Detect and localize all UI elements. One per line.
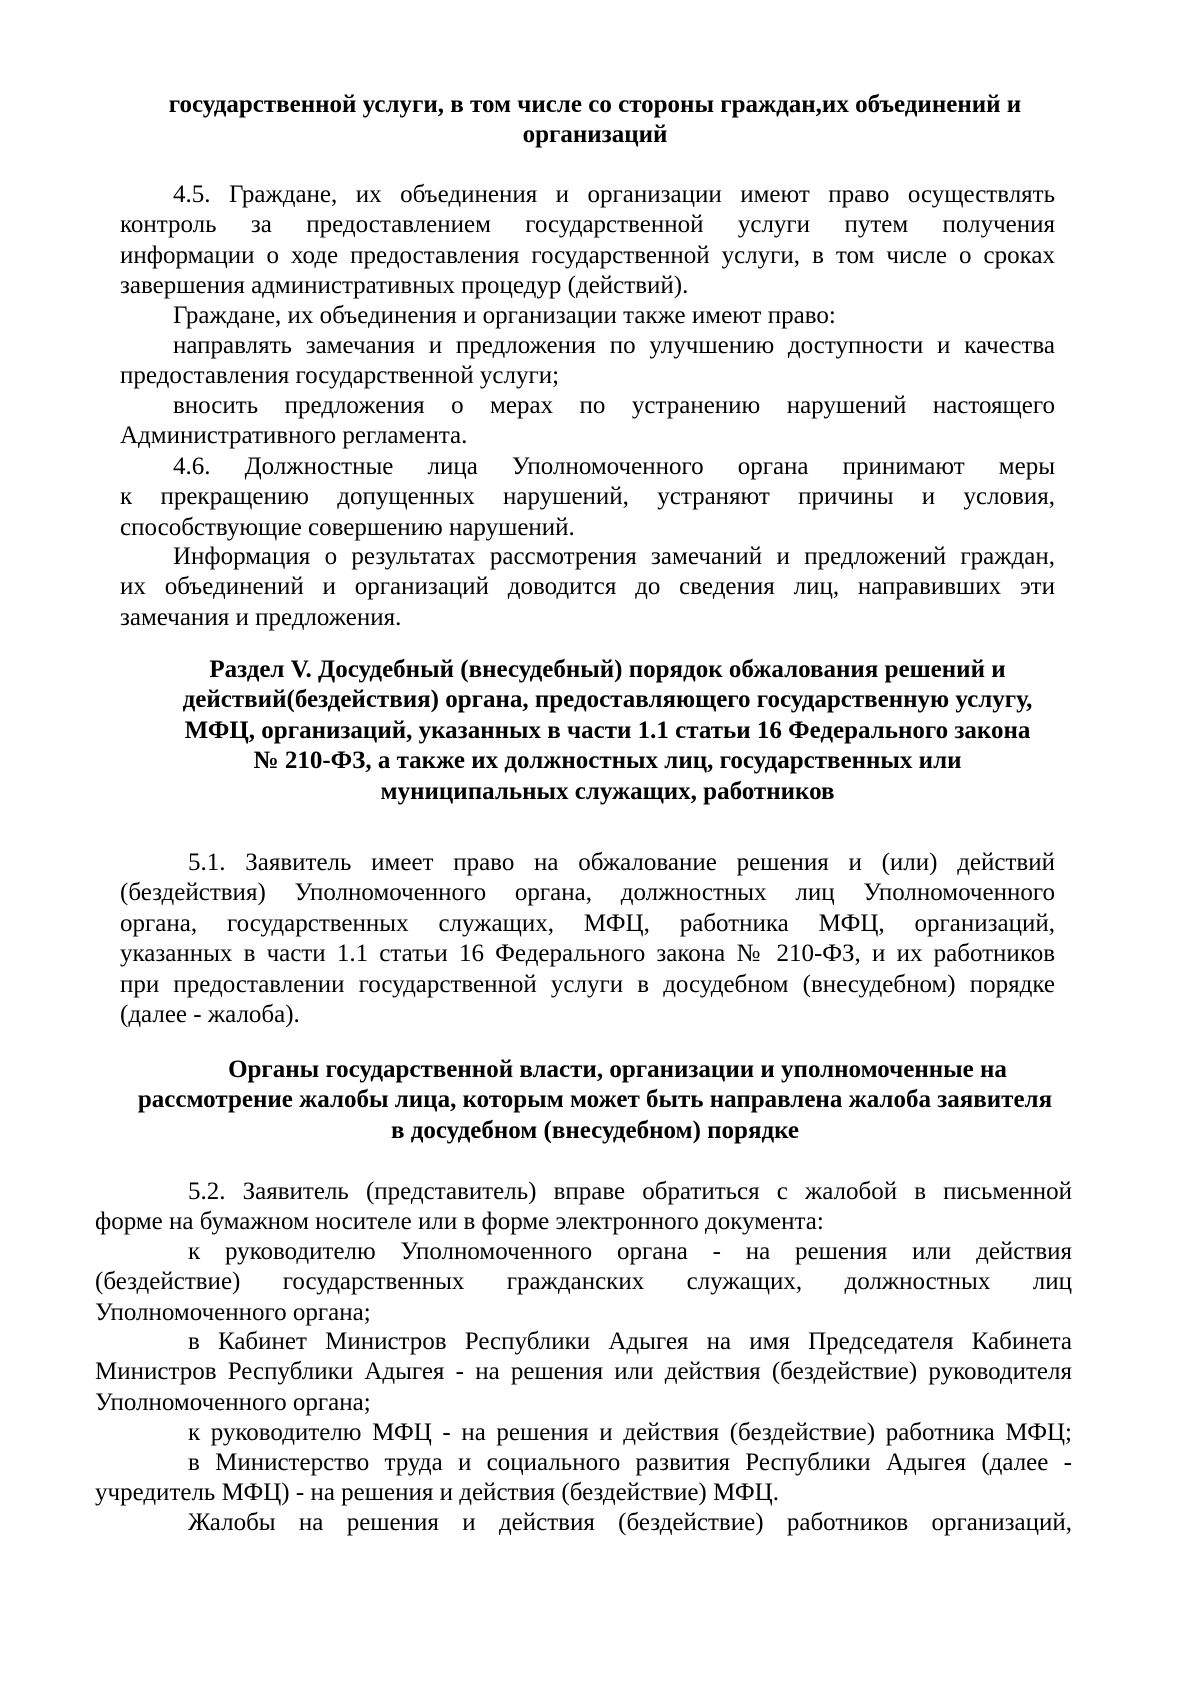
p45-line-4: завершения административных процедур (действий). [120, 272, 689, 300]
p51-line-3: органа, государственных служащих, МФЦ, работника МФЦ, организаций, [120, 909, 1055, 937]
cabinet-line-3: Уполномоченного органа; [95, 1388, 371, 1416]
p46-line-1: 4.6. Должностные лица Уполномоченного органа принимают меры [173, 453, 1055, 480]
p51-line-4: указанных в части 1.1 статьи 16 Федерального закона № 210-ФЗ, и их работников [120, 940, 1055, 968]
info-line-3: замечания и предложения. [120, 603, 402, 631]
bodies-line-3: в досудебном (внесудебном) порядке [391, 1116, 799, 1144]
info-line-2: их объединений и организаций доводится до сведения лиц, направивших эти [120, 573, 1055, 601]
bodies-line-1: Органы государственной власти, организации и уполномоченные на [228, 1056, 1007, 1083]
p45-line-1: 4.5. Граждане, их объединения и организации имеют право осуществлять [173, 181, 1055, 208]
p45-line-2: контроль за предоставлением государственной услуги путем получения [120, 211, 1055, 239]
paragraph-mfc-head [95, 1418, 1072, 1448]
paragraph-proposals [120, 391, 1055, 452]
p51-line-1: 5.1. Заявитель имеет право на обжалование решения и (или) действий [188, 849, 1055, 876]
section5-line-5: муниципальных служащих, работников [380, 777, 835, 805]
section5-line-2: действий(бездействия) органа, предоставляющего государственную услугу, [182, 686, 1033, 714]
section5-line-4: № 210-ФЗ, а также их должностных лиц, государственных или [253, 747, 962, 775]
paragraph-complaints-partial [95, 1508, 1072, 1538]
remarks-line-2: предоставления государственной услуги; [120, 362, 560, 390]
paragraph-head-authority [95, 1237, 1072, 1328]
head-authority-line-3: Уполномоченного органа; [95, 1298, 371, 1326]
proposals-line-2: Административного регламента. [120, 422, 468, 450]
paragraph-5-2 [95, 1177, 1072, 1238]
rights-intro-line: Граждане, их объединения и организации также имеют право: [173, 302, 836, 329]
cabinet-line-1: в Кабинет Министров Республики Адыгея на имя Председателя Кабинета [188, 1328, 1072, 1355]
p52-line-1: 5.2. Заявитель (представитель) вправе обратиться с жалобой в письменной [188, 1178, 1072, 1205]
paragraph-info [120, 542, 1055, 633]
paragraph-cabinet [95, 1327, 1072, 1418]
cabinet-line-2: Министров Республики Адыгея - на решения или действия (бездействие) руководителя [95, 1358, 1072, 1386]
mfc-head-line: к руководителю МФЦ - на решения и действия (бездействие) работника МФЦ; [188, 1419, 1072, 1446]
p52-line-2: форме на бумажном носителе или в форме электронного документа: [95, 1208, 824, 1236]
p51-line-5: при предоставлении государственной услуги в досудебном (внесудебном) порядке [120, 970, 1055, 998]
heading-top [120, 90, 1070, 151]
heading-top-line-2: организаций [522, 121, 668, 149]
bodies-line-2: рассмотрение жалобы лица, которым может быть направлена жалоба заявителя [137, 1086, 1053, 1114]
remarks-line-1: направлять замечания и предложения по улучшению доступности и качества [173, 332, 1055, 359]
head-authority-line-1: к руководителю Уполномоченного органа - на решения или действия [188, 1238, 1072, 1265]
p46-line-2: к прекращению допущенных нарушений, устраняют причины и условия, [120, 483, 1055, 511]
ministry-line-2: учредитель МФЦ) - на решения и действия (бездействие) МФЦ. [95, 1479, 779, 1507]
p46-line-3: способствующие совершению нарушений. [120, 513, 575, 541]
section5-line-3: МФЦ, организаций, указанных в части 1.1 статьи 16 Федерального закона [184, 716, 1031, 744]
info-line-1: Информация о результатах рассмотрения замечаний и предложений граждан, [173, 543, 1055, 570]
heading-top-line-1: государственной услуги, в том числе со стороны граждан,их объединений и [168, 91, 1022, 118]
proposals-line-1: вносить предложения о мерах по устранению нарушений настоящего [173, 392, 1055, 419]
paragraph-ministry [95, 1448, 1072, 1509]
paragraph-4-5 [120, 180, 1055, 302]
heading-bodies [95, 1055, 1095, 1146]
p51-line-2: (бездействия) Уполномоченного органа, должностных лиц Уполномоченного [120, 879, 1055, 907]
paragraph-remarks [120, 331, 1055, 392]
p45-line-3: информации о ходе предоставления государственной услуги, в том числе о сроках [120, 241, 1055, 269]
paragraph-5-1 [120, 848, 1055, 1030]
paragraph-rights-intro [173, 301, 1053, 331]
complaints-line-1: Жалобы на решения и действия (бездействие) работников организаций, [188, 1509, 1072, 1536]
paragraph-4-6 [120, 452, 1055, 543]
heading-section-5 [120, 655, 1095, 807]
p51-line-6: (далее - жалоба). [120, 1001, 300, 1029]
ministry-line-1: в Министерство труда и социального развития Республики Адыгея (далее - [188, 1449, 1072, 1476]
head-authority-line-2: (бездействие) государственных гражданских служащих, должностных лиц [95, 1268, 1072, 1296]
section5-line-1: Раздел V. Досудебный (внесудебный) порядок обжалования решений и [209, 656, 1006, 683]
